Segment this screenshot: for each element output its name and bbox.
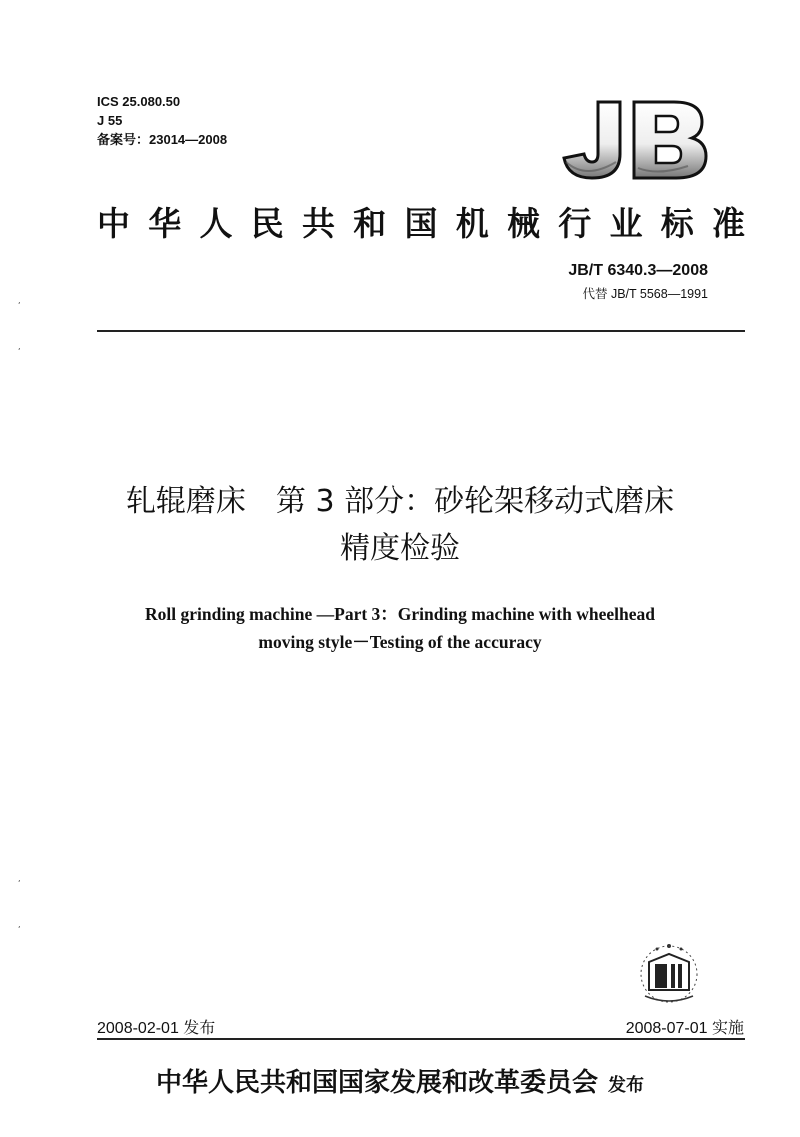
chinese-title <box>0 478 800 572</box>
english-title <box>0 600 800 656</box>
jb-logo-icon <box>558 98 708 180</box>
ics-code: ICS 25.080.50 <box>97 94 181 109</box>
header-meta <box>97 92 227 149</box>
org-char: 华 <box>148 204 182 243</box>
org-char: 中 <box>97 204 130 243</box>
org-char: 业 <box>609 204 643 243</box>
english-title-line2: moving style－Testing of the accuracy <box>258 632 542 652</box>
header-divider <box>97 330 745 332</box>
ccs-code: J 55 <box>97 113 123 128</box>
org-char: 机 <box>455 204 489 243</box>
scan-speck: , <box>18 296 21 305</box>
org-char: 人 <box>199 204 233 243</box>
issue-date: 2008-02-01 发布 <box>97 1020 216 1037</box>
issuer <box>0 1062 800 1099</box>
standard-number: JB/T 6340.3—2008 <box>568 262 708 279</box>
org-char: 行 <box>558 204 592 243</box>
scan-speck: , <box>18 874 21 883</box>
chinese-title-line2: 精度检验 <box>340 531 460 566</box>
org-char: 和 <box>353 204 387 243</box>
publisher-seal-icon <box>635 940 703 1006</box>
standard-number-block <box>568 262 708 302</box>
org-char: 民 <box>250 204 284 243</box>
issuer-name: 中华人民共和国国家发展和改革委员会 <box>155 1068 598 1098</box>
org-char: 国 <box>404 204 438 243</box>
scan-speck: , <box>18 342 21 351</box>
scan-speck: , <box>18 920 21 929</box>
org-char: 械 <box>507 204 540 243</box>
effective-date: 2008-07-01 实施 <box>625 1020 744 1037</box>
org-char: 标 <box>660 204 694 243</box>
replaces-note: 代替 JB/T 5568—1991 <box>582 287 708 301</box>
organization-title <box>97 198 745 245</box>
org-char: 共 <box>302 204 335 243</box>
org-char: 准 <box>712 204 745 243</box>
issuer-action: 发布 <box>608 1075 644 1096</box>
record-number: 备案号：23014—2008 <box>97 132 228 147</box>
english-title-line1: Roll grinding machine —Part 3：Grinding machine with wheelhead <box>145 604 655 624</box>
chinese-title-line1: 轧辊磨床 第 3 部分：砂轮架移动式磨床 <box>125 484 675 519</box>
footer-divider <box>97 1038 745 1040</box>
